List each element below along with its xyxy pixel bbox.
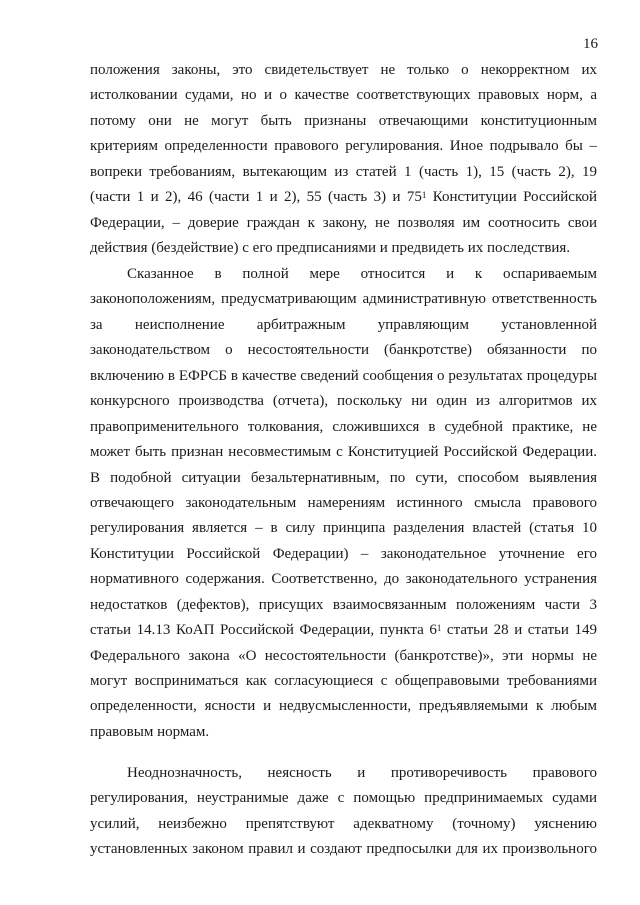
text-line: правоприменительного толкования, сложившихся в судебной практике, не [90, 418, 597, 435]
text-line: законоположениям, предусматривающим административную ответственность [90, 291, 597, 308]
text-line: Федерального закона «О несостоятельности (банкротстве)», эти нормы не [90, 647, 597, 664]
text-fragment: Конституции Российской [426, 189, 597, 206]
text-line: за неисполнение арбитражным управляющим установленной [90, 316, 597, 333]
text-line: потому они не могут быть признаны отвечающими конституционным [90, 112, 597, 129]
paragraph-2 [90, 262, 597, 745]
text-line: Федерации, – доверие граждан к закону, не позволяя им соотносить свои [90, 214, 597, 231]
text-line: положения законы, это свидетельствует не только о некорректном их [90, 62, 597, 78]
superscript: 1 [436, 623, 442, 634]
text-line: критериям определенности правового регулирования. Иное подрывало бы – [90, 138, 597, 155]
page-number: 16 [583, 36, 598, 52]
paragraph-1 [90, 58, 597, 262]
text-line: установленных законом правил и создают предпосылки для их произвольного [90, 841, 597, 858]
text-line: регулирования является – в силу принципа разделения властей (статья 10 [90, 520, 597, 537]
text-line: недостатков (дефектов), присущих взаимосвязанным положениям части 3 [90, 596, 597, 613]
text-line: законодательством о несостоятельности (банкротстве) обязанности по [90, 342, 597, 359]
text-line: могут восприниматься как согласующиеся с общеправовыми требованиями [90, 673, 597, 689]
text-line: В подобной ситуации безальтернативным, по сути, способом выявления [90, 469, 597, 486]
text-fragment: (части 1 и 2), 46 (части 1 и 2), 55 (часть 3) и 75 [90, 189, 422, 206]
text-fragment: статьи 14.13 КоАП Российской Федерации, пункта 6 [90, 622, 437, 639]
superscript: 1 [421, 190, 427, 201]
text-line: отвечающего законодательным намерениям истинного смысла правового [90, 494, 597, 511]
text-line: включению в ЕФРСБ в качестве сведений сообщения о результатах процедуры [90, 367, 597, 384]
text-line: нормативного содержания. Соответственно, до законодательного устранения [90, 571, 597, 588]
text-fragment: статьи 28 и статьи 149 [441, 622, 597, 639]
text-line: определенности, ясности и недвусмысленности, предъявляемыми к любым [90, 698, 597, 715]
paragraph-3 [90, 761, 597, 863]
text-line: истолковании судами, но и о качестве соответствующих правовых норм, а [90, 87, 597, 104]
text-line: может быть признан несовместимым с Конституцией Российской Федерации. [90, 444, 597, 461]
text-line: действия (бездействие) с его предписаниями и предвидеть их последствия. [90, 240, 571, 257]
text-line: Неоднозначность, неясность и противоречивость правового [127, 765, 597, 781]
text-line: правовым нормам. [90, 723, 210, 740]
text-line: вопреки требованиям, вытекающим из статей 1 (часть 1), 15 (часть 2), 19 [90, 163, 597, 180]
text-line: Конституции Российской Федерации) – законодательное уточнение его [90, 545, 597, 562]
text-line [90, 185, 597, 210]
text-line: конкурсного производства (отчета), поскольку ни один из алгоритмов их [90, 393, 597, 410]
text-line: Сказанное в полной мере относится и к оспариваемым [127, 266, 597, 282]
text-line: усилий, неизбежно препятствуют адекватному (точному) уяснению [90, 815, 597, 832]
text-line [90, 618, 597, 643]
text-line: регулирования, неустранимые даже с помощью предпринимаемых судами [90, 790, 597, 807]
